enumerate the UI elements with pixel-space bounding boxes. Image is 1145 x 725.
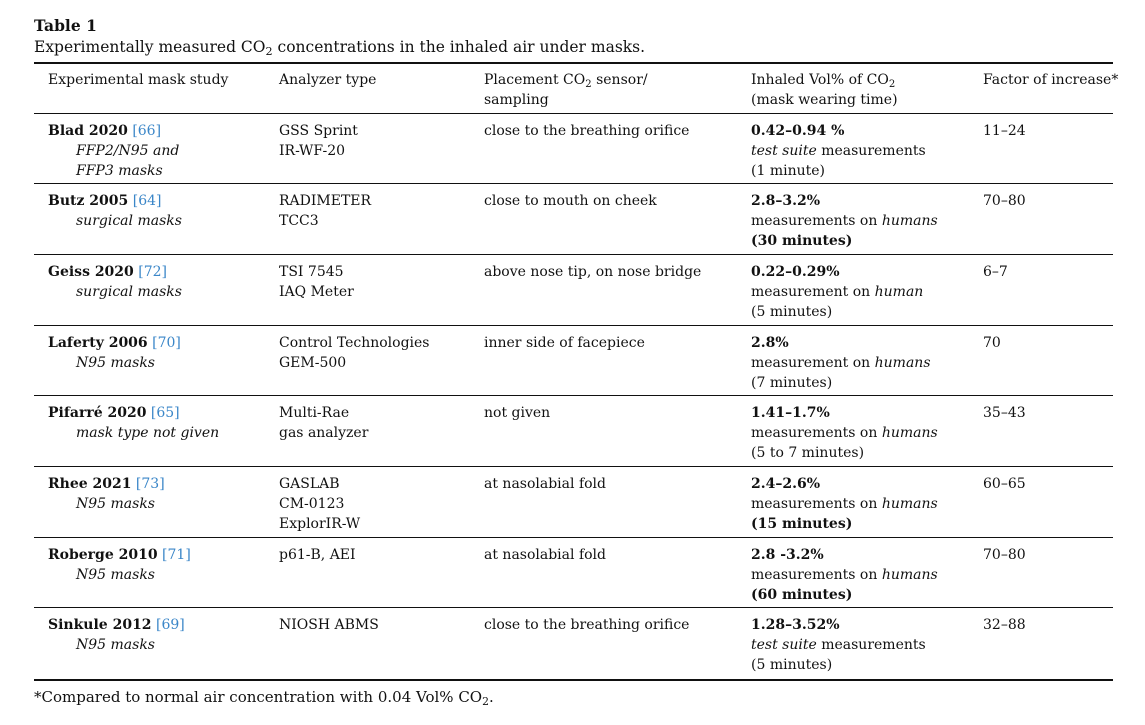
inhaled-cell: 2.8–3.2% measurements on humans (30 minutes): [751, 193, 938, 249]
table-caption: Experimentally measured $CO_2$ concentrations in the inhaled air under masks.: [34, 38, 646, 59]
reference-link[interactable]: [70]: [152, 335, 181, 351]
header-analyzer: Analyzer type: [279, 72, 377, 88]
placement-cell: close to the breathing orifice: [484, 617, 690, 633]
inhaled-cell: 0.22–0.29% measurement on human (5 minutes): [751, 264, 924, 320]
table-footnote: *Compared to normal air concentration with 0.04 Vol% $CO_2$.: [34, 688, 494, 709]
analyzer-cell: RADIMETER TCC3: [279, 193, 372, 229]
study-cell: Rhee 2021 [73] N95 masks: [48, 476, 165, 512]
table-label: Table 1: [34, 16, 97, 35]
analyzer-cell: GASLAB CM-0123 ExplorIR-W: [279, 476, 361, 532]
inhaled-cell: 1.41–1.7% measurements on humans (5 to 7 minutes): [751, 405, 938, 461]
reference-link[interactable]: [65]: [150, 405, 180, 421]
placement-cell: at nasolabial fold: [484, 547, 606, 563]
study-cell: Laferty 2006 [70] N95 masks: [48, 335, 181, 371]
placement-cell: not given: [484, 405, 551, 421]
factor-cell: 6–7: [983, 264, 1008, 280]
study-cell: Sinkule 2012 [69] N95 masks: [48, 617, 185, 653]
reference-link[interactable]: [73]: [135, 476, 165, 492]
analyzer-cell: Multi-Rae gas analyzer: [279, 405, 369, 441]
header-factor: Factor of increase*: [983, 72, 1119, 88]
row-divider: [34, 395, 1113, 396]
study-cell: Blad 2020 [66] FFP2/N95 and FFP3 masks: [48, 123, 180, 179]
row-divider: [34, 325, 1113, 326]
placement-cell: close to the breathing orifice: [484, 123, 690, 139]
reference-link[interactable]: [72]: [138, 264, 167, 280]
factor-cell: 60–65: [983, 476, 1026, 492]
reference-link[interactable]: [64]: [132, 193, 162, 209]
factor-cell: 70–80: [983, 193, 1026, 209]
inhaled-cell: 2.8 -3.2% measurements on humans (60 minutes): [751, 547, 938, 603]
inhaled-cell: 1.28–3.52% test suite measurements (5 minutes): [751, 617, 926, 673]
row-divider: [34, 466, 1113, 467]
analyzer-cell: NIOSH ABMS: [279, 617, 379, 633]
row-divider: [34, 537, 1113, 538]
row-divider: [34, 183, 1113, 184]
reference-link[interactable]: [66]: [132, 123, 162, 139]
header-study: Experimental mask study: [48, 72, 229, 88]
header-placement: Placement $CO_2$ sensor/ sampling: [484, 72, 648, 108]
analyzer-cell: p61-B, AEI: [279, 547, 356, 563]
analyzer-cell: TSI 7545 IAQ Meter: [279, 264, 354, 300]
top-rule: [34, 62, 1113, 64]
factor-cell: 70: [983, 335, 1001, 351]
study-cell: Geiss 2020 [72] surgical masks: [48, 264, 182, 300]
study-cell: Pifarré 2020 [65] mask type not given: [48, 405, 220, 441]
analyzer-cell: Control Technologies GEM-500: [279, 335, 430, 371]
placement-cell: close to mouth on cheek: [484, 193, 657, 209]
placement-cell: inner side of facepiece: [484, 335, 645, 351]
placement-cell: above nose tip, on nose bridge: [484, 264, 702, 280]
study-cell: Butz 2005 [64] surgical masks: [48, 193, 182, 229]
reference-link[interactable]: [71]: [162, 547, 191, 563]
header-rule: [34, 113, 1113, 114]
bottom-rule: [34, 679, 1113, 681]
row-divider: [34, 254, 1113, 255]
row-divider: [34, 607, 1113, 608]
factor-cell: 11–24: [983, 123, 1026, 139]
placement-cell: at nasolabial fold: [484, 476, 606, 492]
reference-link[interactable]: [69]: [156, 617, 185, 633]
inhaled-cell: 0.42–0.94 % test suite measurements (1 minute): [751, 123, 926, 179]
factor-cell: 35–43: [983, 405, 1026, 421]
study-cell: Roberge 2010 [71] N95 masks: [48, 547, 191, 583]
analyzer-cell: GSS Sprint IR-WF-20: [279, 123, 358, 159]
factor-cell: 32–88: [983, 617, 1026, 633]
inhaled-cell: 2.4–2.6% measurements on humans (15 minutes): [751, 476, 938, 532]
factor-cell: 70–80: [983, 547, 1026, 563]
inhaled-cell: 2.8% measurement on humans (7 minutes): [751, 335, 931, 391]
header-inhaled: Inhaled Vol% of $CO_2$ (mask wearing time): [751, 72, 898, 108]
